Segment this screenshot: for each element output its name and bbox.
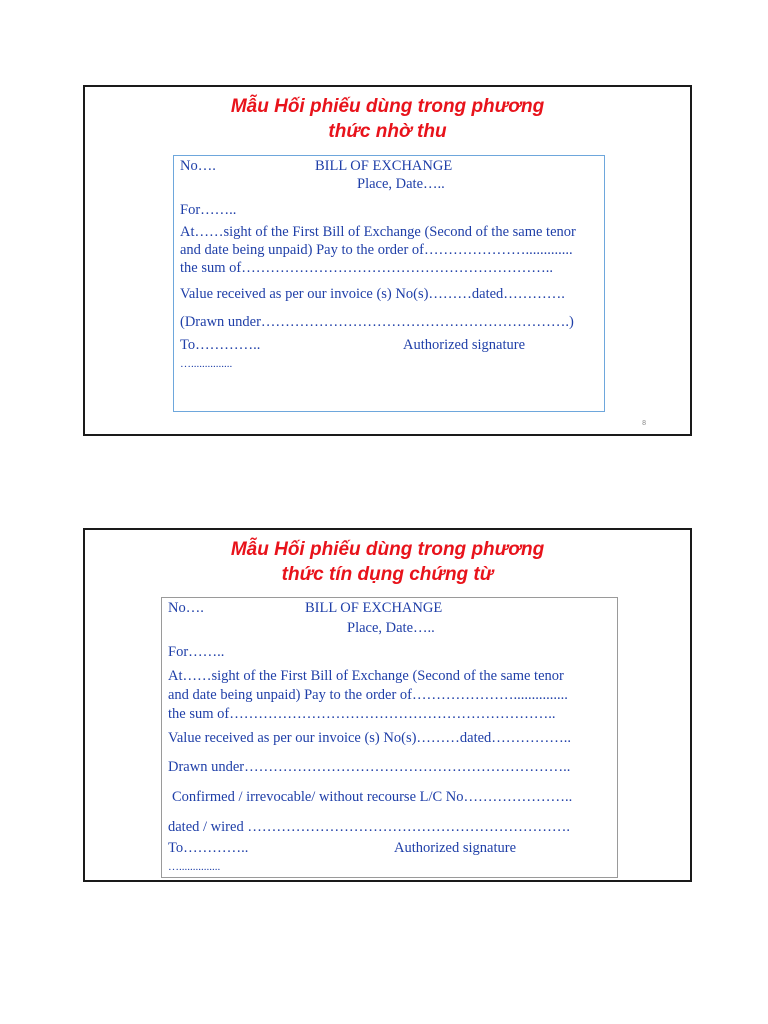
sight-clause-line-1: At……sight of the First Bill of Exchange (Second of the same tenor — [180, 224, 576, 240]
confirmed-lc-number: Confirmed / irrevocable/ without recourse L/C No………………….. — [172, 789, 573, 805]
bill-of-exchange-form — [173, 155, 605, 412]
drawee-to: To………….. — [168, 840, 249, 856]
slide-collection-bill — [83, 85, 692, 436]
authorized-signature: Authorized signature — [394, 840, 517, 856]
sight-clause-line-1: At……sight of the First Bill of Exchange (Second of the same tenor — [168, 668, 564, 684]
slide-title-line-2: thức nhờ thu — [328, 121, 447, 142]
slide-title-line-1: Mẫu Hối phiếu dùng trong phương — [230, 539, 545, 560]
sum-of: the sum of………………………………………………………….. — [168, 706, 556, 722]
place-date: Place, Date….. — [357, 176, 445, 192]
drawn-under: (Drawn under……………………………………………………….) — [180, 314, 574, 330]
for-amount: For…….. — [168, 644, 225, 660]
slide-title — [85, 537, 690, 587]
bill-number: No…. — [168, 600, 204, 616]
bill-of-exchange-form — [161, 597, 618, 878]
slide-documentary-credit-bill — [83, 528, 692, 882]
sight-clause-line-2: and date being unpaid) Pay to the order of…………………............. — [180, 242, 573, 258]
drawee-to: To………….. — [180, 337, 261, 353]
value-received: Value received as per our invoice (s) No(s)………dated…………….. — [168, 730, 572, 746]
sight-clause-line-2: and date being unpaid) Pay to the order of…………………............... — [168, 687, 568, 703]
authorized-signature: Authorized signature — [403, 337, 526, 353]
place-date: Place, Date….. — [347, 620, 435, 636]
bill-number: No…. — [180, 158, 216, 174]
signature-dots: …............... — [180, 358, 233, 370]
page-number: 8 — [642, 420, 646, 427]
dated-wired: dated / wired …………………………………………………………. — [168, 819, 570, 835]
sum-of: the sum of……………………………………………………….. — [180, 260, 553, 276]
signature-dots: …............... — [168, 861, 221, 873]
value-received: Value received as per our invoice (s) No(s)………dated…………. — [180, 286, 565, 302]
bill-heading: BILL OF EXCHANGE — [305, 600, 443, 616]
slide-title-line-1: Mẫu Hối phiếu dùng trong phương — [230, 96, 545, 117]
drawn-under: Drawn under………………………………………………………….. — [168, 759, 571, 775]
bill-heading: BILL OF EXCHANGE — [315, 158, 453, 174]
for-amount: For…….. — [180, 202, 237, 218]
slide-title — [85, 94, 690, 144]
slide-title-line-2: thức tín dụng chứng từ — [281, 564, 494, 585]
